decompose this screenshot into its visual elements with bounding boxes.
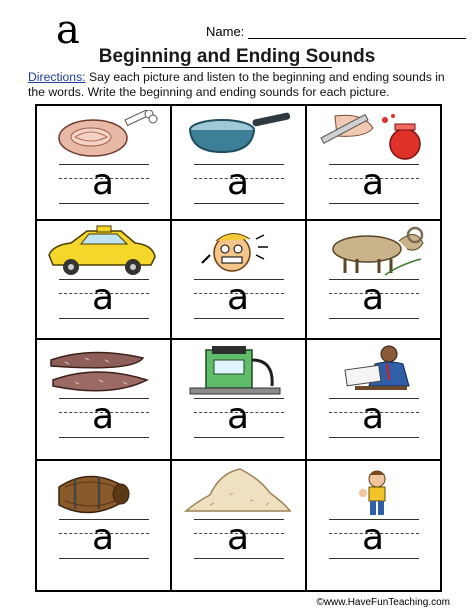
vowel-letter: a [92,277,115,318]
writing-line-bottom [194,203,284,204]
picture-cell [172,461,307,590]
picture-cell [37,106,172,221]
writing-line-bottom [194,558,284,559]
vowel-letter: a [92,396,115,437]
vowel-letter: a [92,162,115,203]
vowel-letter: a [227,396,250,437]
writing-line-bottom [329,558,419,559]
vowel-letter: a [227,162,250,203]
writing-line-bottom [194,318,284,319]
picture-cell [307,106,440,221]
picture-cell [37,461,172,590]
vowel-letter: a [92,517,115,558]
title-underline [142,67,332,68]
ram-icon [315,225,430,277]
picture-cell [37,221,172,340]
picture-cell [307,461,440,590]
yam-icon [45,344,160,396]
gas-pump-icon [180,344,295,396]
cab-icon [45,225,160,277]
vowel-letter: a [227,277,250,318]
writing-line-bottom [59,437,149,438]
sand-icon [180,465,295,517]
boy-icon [315,465,430,517]
name-label: Name: [206,24,245,39]
worksheet-letter: a [56,7,80,53]
picture-grid [35,104,442,592]
picture-cell [172,221,307,340]
man-icon [315,344,430,396]
writing-line-bottom [59,558,149,559]
jam-icon [315,110,430,162]
vowel-letter: a [362,162,385,203]
vowel-letter: a [227,517,250,558]
picture-cell [307,340,440,461]
pan-icon [180,110,295,162]
writing-line-bottom [59,203,149,204]
picture-cell [172,340,307,461]
writing-line-bottom [329,318,419,319]
mad-face-icon [180,225,295,277]
vowel-letter: a [362,517,385,558]
writing-line-bottom [194,437,284,438]
directions-label: Directions: [28,70,86,84]
writing-line-bottom [329,203,419,204]
vowel-letter: a [362,396,385,437]
name-line [248,27,466,39]
writing-line-bottom [329,437,419,438]
copyright-footer: ©www.HaveFunTeaching.com [316,597,450,608]
picture-cell [37,340,172,461]
writing-line-bottom [59,318,149,319]
directions [28,70,448,100]
name-field [206,24,466,39]
picture-cell [307,221,440,340]
vowel-letter: a [362,277,385,318]
picture-cell [172,106,307,221]
page-title: Beginning and Ending Sounds [98,46,376,67]
cask-icon [45,465,160,517]
ham-icon [45,110,160,162]
directions-text: Say each picture and listen to the beginning and ending sounds in the words. Write the beginning and ending sounds for each picture. [28,70,445,99]
